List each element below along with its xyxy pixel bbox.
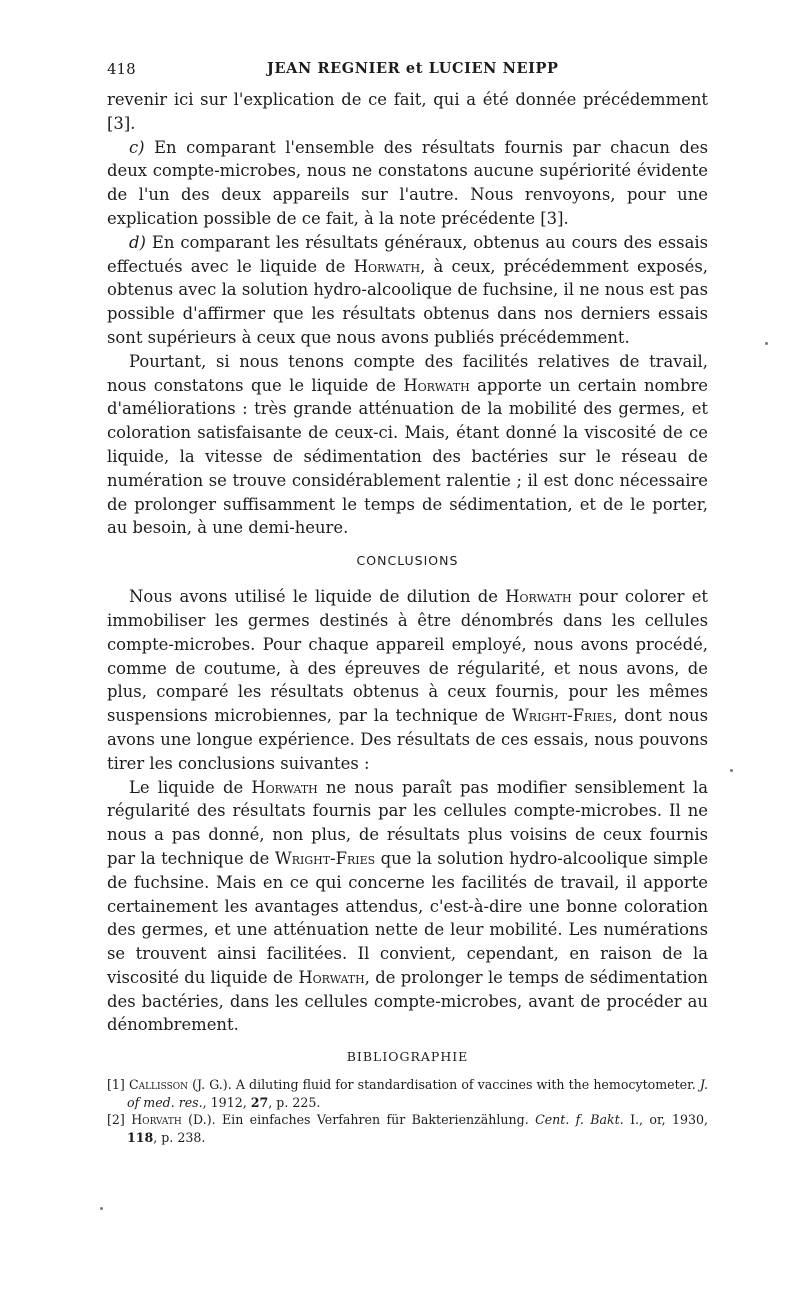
author-name: Horwath — [505, 587, 572, 607]
scan-speck — [730, 769, 733, 772]
reference-item: [1] Callisson (J. G.). A diluting fluid for standardisation of vaccines with the hemocytometer. J. of med. res., 1912, 27, p. 225. — [107, 1077, 708, 1110]
reference-list — [107, 1076, 708, 1146]
paragraph: Nous avons utilisé le liquide de dilution de Horwath pour colorer et immobiliser les germes destinés à être dénombrés dans les cellules compte-microbes. Pour chaque appareil employé, nous avons procédé, comme de coutume, à des épreuves de régularité, et nous avons, de plus, comparé les résultats obtenus à ceux fournis, pour les mêmes suspensions microbiennes, par la technique de Wright-Fries, dont nous avons une longue expérience. Des résultats de ces essais, nous pouvons tirer les conclusions suivantes : — [107, 587, 708, 773]
author-name: Horwath — [251, 777, 318, 797]
paragraph-label: c) — [129, 137, 145, 157]
section-heading-conclusions: CONCLUSIONS — [356, 553, 459, 569]
author-name: Horwath — [353, 256, 421, 276]
page-number: 418 — [107, 60, 136, 78]
author-name: Horwath — [403, 375, 470, 395]
section-heading-bibliography: BIBLIOGRAPHIE — [346, 1049, 469, 1065]
scan-speck — [100, 1207, 103, 1210]
scan-speck — [765, 342, 768, 345]
reference-volume: 27 — [250, 1094, 269, 1110]
reference-author: Callisson — [128, 1077, 189, 1093]
paragraph-label: d) — [129, 232, 146, 252]
reference-item: [2] Horvath (D.). Ein einfaches Verfahren für Bakterienzählung. Cent. f. Bakt. I., or, 1930, 118, p. 238. — [107, 1112, 709, 1145]
author-name: Wright-Fries — [511, 706, 613, 726]
reference-volume: 118 — [127, 1129, 154, 1145]
paragraph: revenir ici sur l'explication de ce fait, qui a été donnée précédemment [3]. — [107, 90, 708, 133]
page — [107, 60, 708, 1146]
reference-journal: J. of med. res. — [127, 1077, 708, 1110]
reference-author: Horvath — [131, 1112, 182, 1128]
author-name: Horwath — [298, 967, 365, 987]
running-title: JEAN REGNIER et LUCIEN NEIPP — [267, 60, 559, 77]
author-name: Wright-Fries — [274, 848, 376, 868]
article-body — [107, 88, 708, 1146]
page-header — [107, 60, 708, 88]
paragraph-d: d) En comparant les résultats généraux, obtenus au cours des essais effectués avec le liquide de Horwath, à ceux, précédemment exposés, obtenus avec la solution hydro-alcoolique de fuchsine, il ne nous est pas possible d'affirmer que les résultats obtenus dans nos derniers essais sont supérieurs à ceux que nous avons publiés précédemment. — [107, 232, 708, 347]
paragraph: Le liquide de Horwath ne nous paraît pas modifier sensiblement la régularité des résultats fournis par les cellules compte-microbes. Il ne nous a pas donné, non plus, de résultats plus voisins de ceux fournis par la technique de Wright-Fries que la solution hydro-alcoolique simple de fuchsine. Mais en ce qui concerne les facilités de travail, il apporte certainement les avantages attendus, c'est-à-dire une bonne coloration des germes, et une atténuation nette de leur mobilité. Les numérations se trouvent ainsi facilitées. Il convient, cependant, en raison de la viscosité du liquide de Horwath, de prolonger le temps de sédimentation des bactéries, dans les cellules compte-microbes, avant de procéder au dénombrement. — [107, 777, 709, 1035]
paragraph: Pourtant, si nous tenons compte des facilités relatives de travail, nous constatons que le liquide de Horwath apporte un certain nombre d'améliorations : très grande atténuation de la mobilité des germes, et coloration satisfaisante de ceux-ci. Mais, étant donné la viscosité de ce liquide, la vitesse de sédimentation des bactéries sur le réseau de numération se trouve considérablement ralentie ; il est donc nécessaire de prolonger suffisamment le temps de sédimentation, et de le porter, au besoin, à une demi-heure. — [107, 351, 708, 538]
paragraph-c: c) En comparant l'ensemble des résultats fournis par chacun des deux compte-microbes, nous ne constatons aucune supériorité évidente de l'un des deux appareils sur l'autre. Nous renvoyons, pour une explication possible de ce fait, à la note précédente [3]. — [107, 137, 708, 228]
reference-journal: Cent. f. Bakt. — [535, 1112, 624, 1128]
